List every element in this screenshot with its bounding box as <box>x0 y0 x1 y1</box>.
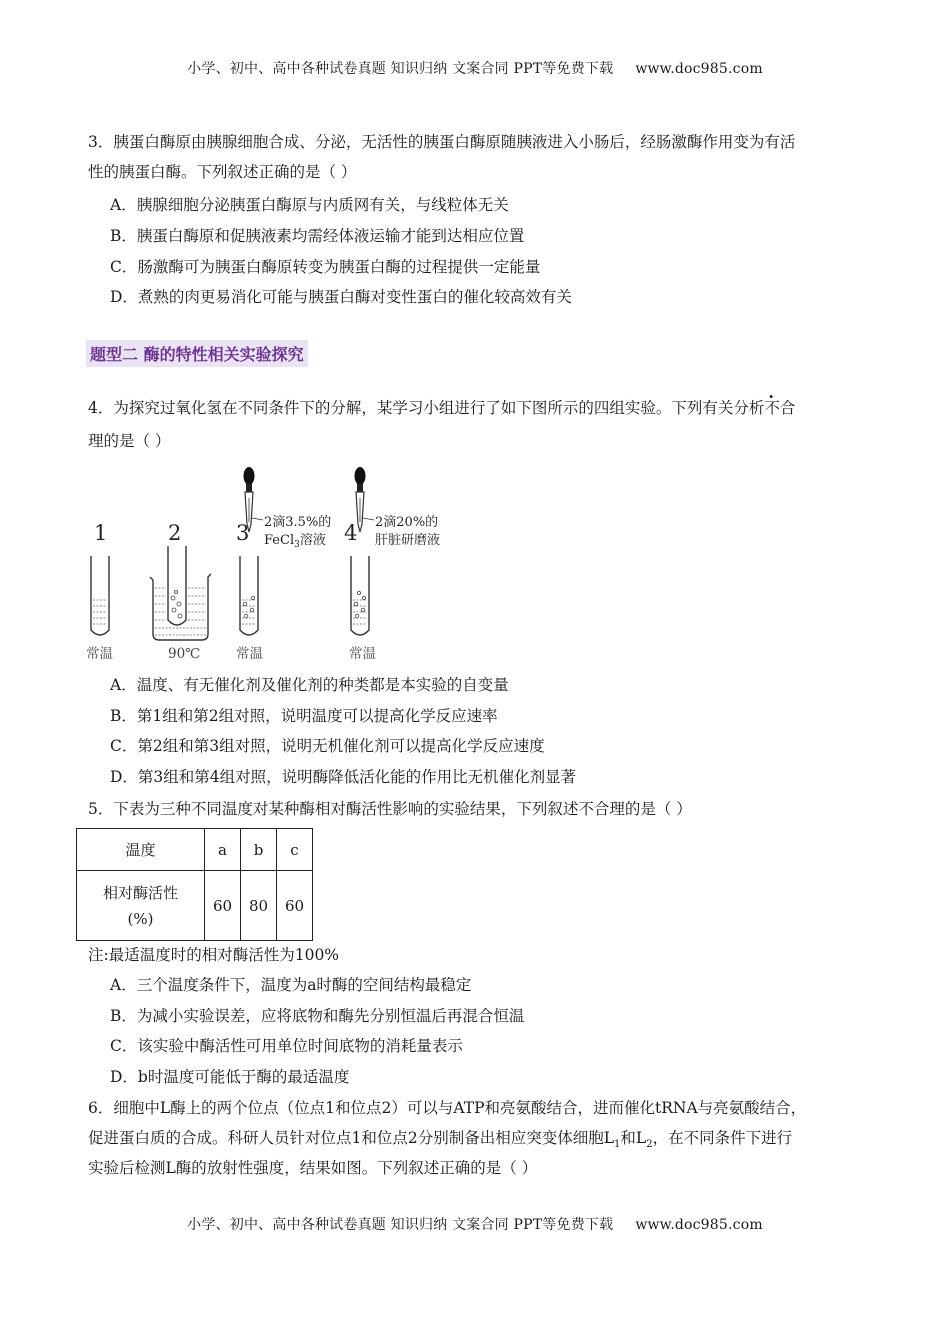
q6-stem-line3: 实验后检测L酶的放射性强度，结果如图。下列叙述正确的是（ ） <box>88 1159 538 1177</box>
table-header-cell: 温度 <box>77 829 205 871</box>
section-title: 题型二 酶的特性相关实验探究 <box>86 340 308 367</box>
q4-option-c: C．第2组和第3组对照，说明无机催化剂可以提高化学反应速度 <box>110 737 545 755</box>
q6-subscript-2: 2 <box>646 1139 653 1151</box>
row-label-line1: 相对酶活性 <box>102 883 178 902</box>
row-label-line2: (%) <box>127 909 154 928</box>
cond-label-3: 常温 <box>236 646 263 662</box>
cond-label-2: 90℃ <box>168 646 201 662</box>
table-cell: 60 <box>205 871 241 941</box>
q5-stem: 5．下表为三种不同温度对某种酶相对酶活性影响的实验结果，下列叙述不合理的是（ ） <box>88 800 692 818</box>
q3-stem-line2: 性的胰蛋白酶。下列叙述正确的是（ ） <box>88 163 357 181</box>
q6-stem-line1: 6．细胞中L酶上的两个位点（位点1和位点2）可以与ATP和亮氨酸结合，进而催化tRNA与亮氨酸结合， <box>88 1099 807 1117</box>
liquid-marks <box>93 588 367 635</box>
q5-option-b: B．为减小实验误差，应将底物和酶先分别恒温后再混合恒温 <box>110 1007 525 1025</box>
q5-option-d: D．b时温度可能低于酶的最适温度 <box>110 1068 350 1086</box>
test-tube-1 <box>91 556 109 635</box>
q4-stem-line1 <box>88 398 795 418</box>
q6-stem-line2-part1: 促进蛋白质的合成。科研人员针对位点1和位点2分别制备出相应突变体细胞L <box>88 1129 615 1147</box>
table-cell: 60 <box>277 871 313 941</box>
q4-option-d: D．第3组和第4组对照，说明酶降低活化能的作用比无机催化剂显著 <box>110 768 577 786</box>
tube-label-3: 3 <box>236 521 250 545</box>
q4-option-b: B．第1组和第2组对照，说明温度可以提高化学反应速率 <box>110 707 498 725</box>
table-header-cell: c <box>277 829 313 871</box>
q5-note: 注:最适温度时的相对酶活性为100% <box>88 946 340 964</box>
drop4-caption-line1: 2滴20%的 <box>375 515 439 530</box>
header-url[interactable]: www.doc985.com <box>635 61 763 77</box>
q3-option-d: D．煮熟的肉更易消化可能与胰蛋白酶对变性蛋白的催化较高效有关 <box>110 288 572 306</box>
q3-option-a: A．胰腺细胞分泌胰蛋白酶原与内质网有关，与线粒体无关 <box>110 196 509 214</box>
table-row-label <box>77 871 205 941</box>
q4-emphasis-not: 不 <box>764 399 780 417</box>
drop3-caption-line1: 2滴3.5%的 <box>264 515 332 530</box>
beaker <box>150 574 211 640</box>
q3-option-b: B．胰蛋白酶原和促胰液素均需经体液运输才能到达相应位置 <box>110 227 525 245</box>
table-header-cell: a <box>205 829 241 871</box>
q5-option-a: A．三个温度条件下，温度为a时酶的空间结构最稳定 <box>110 976 472 994</box>
drop3-caption-line2: FeCl$_3$溶液 <box>264 533 326 550</box>
test-tube-4 <box>351 556 369 635</box>
q6-subscript-1: 1 <box>614 1139 621 1151</box>
q4-stem-line2: 理的是（ ） <box>88 432 171 450</box>
q6-stem-line2 <box>88 1128 792 1155</box>
footer-url[interactable]: www.doc985.com <box>635 1217 763 1233</box>
cond-label-1: 常温 <box>86 646 113 662</box>
q5-option-c: C．该实验中酶活性可用单位时间底物的消耗量表示 <box>110 1037 463 1055</box>
page-footer <box>0 1214 950 1234</box>
enzyme-activity-table <box>76 828 313 941</box>
drop4-caption-line2: 肝脏研磨液 <box>375 533 441 548</box>
table-header-cell: b <box>241 829 277 871</box>
page-header <box>0 58 950 78</box>
cond-label-4: 常温 <box>349 646 376 662</box>
tube-label-4: 4 <box>344 521 358 545</box>
q6-stem-line2-part3: ，在不同条件下进行 <box>652 1129 793 1147</box>
header-text: 小学、初中、高中各种试卷真题 知识归纳 文案合同 PPT等免费下载 <box>187 61 614 77</box>
q6-stem-line2-part2: 和L <box>620 1129 647 1147</box>
table-cell: 80 <box>241 871 277 941</box>
test-tube-2 <box>168 546 186 625</box>
q4-stem-line1-end: 合 <box>779 399 796 417</box>
tube-label-2: 2 <box>168 521 182 545</box>
footer-text: 小学、初中、高中各种试卷真题 知识归纳 文案合同 PPT等免费下载 <box>187 1217 614 1233</box>
tube-label-1: 1 <box>94 521 108 545</box>
table-row <box>77 871 313 941</box>
q3-option-c: C．肠激酶可为胰蛋白酶原转变为胰蛋白酶的过程提供一定能量 <box>110 258 541 276</box>
q3-stem-line1: 3．胰蛋白酶原由胰腺细胞合成、分泌，无活性的胰蛋白酶原随胰液进入小肠后，经肠激酶作用变为有活 <box>88 133 796 151</box>
q4-option-a: A．温度、有无催化剂及催化剂的种类都是本实验的自变量 <box>110 676 509 694</box>
q4-stem-line1-main: 4．为探究过氧化氢在不同条件下的分解，某学习小组进行了如下图所示的四组实验。下列有关分析 <box>88 399 765 417</box>
table-row <box>77 829 313 871</box>
test-tube-3 <box>240 556 258 635</box>
experiment-figure <box>78 458 478 668</box>
